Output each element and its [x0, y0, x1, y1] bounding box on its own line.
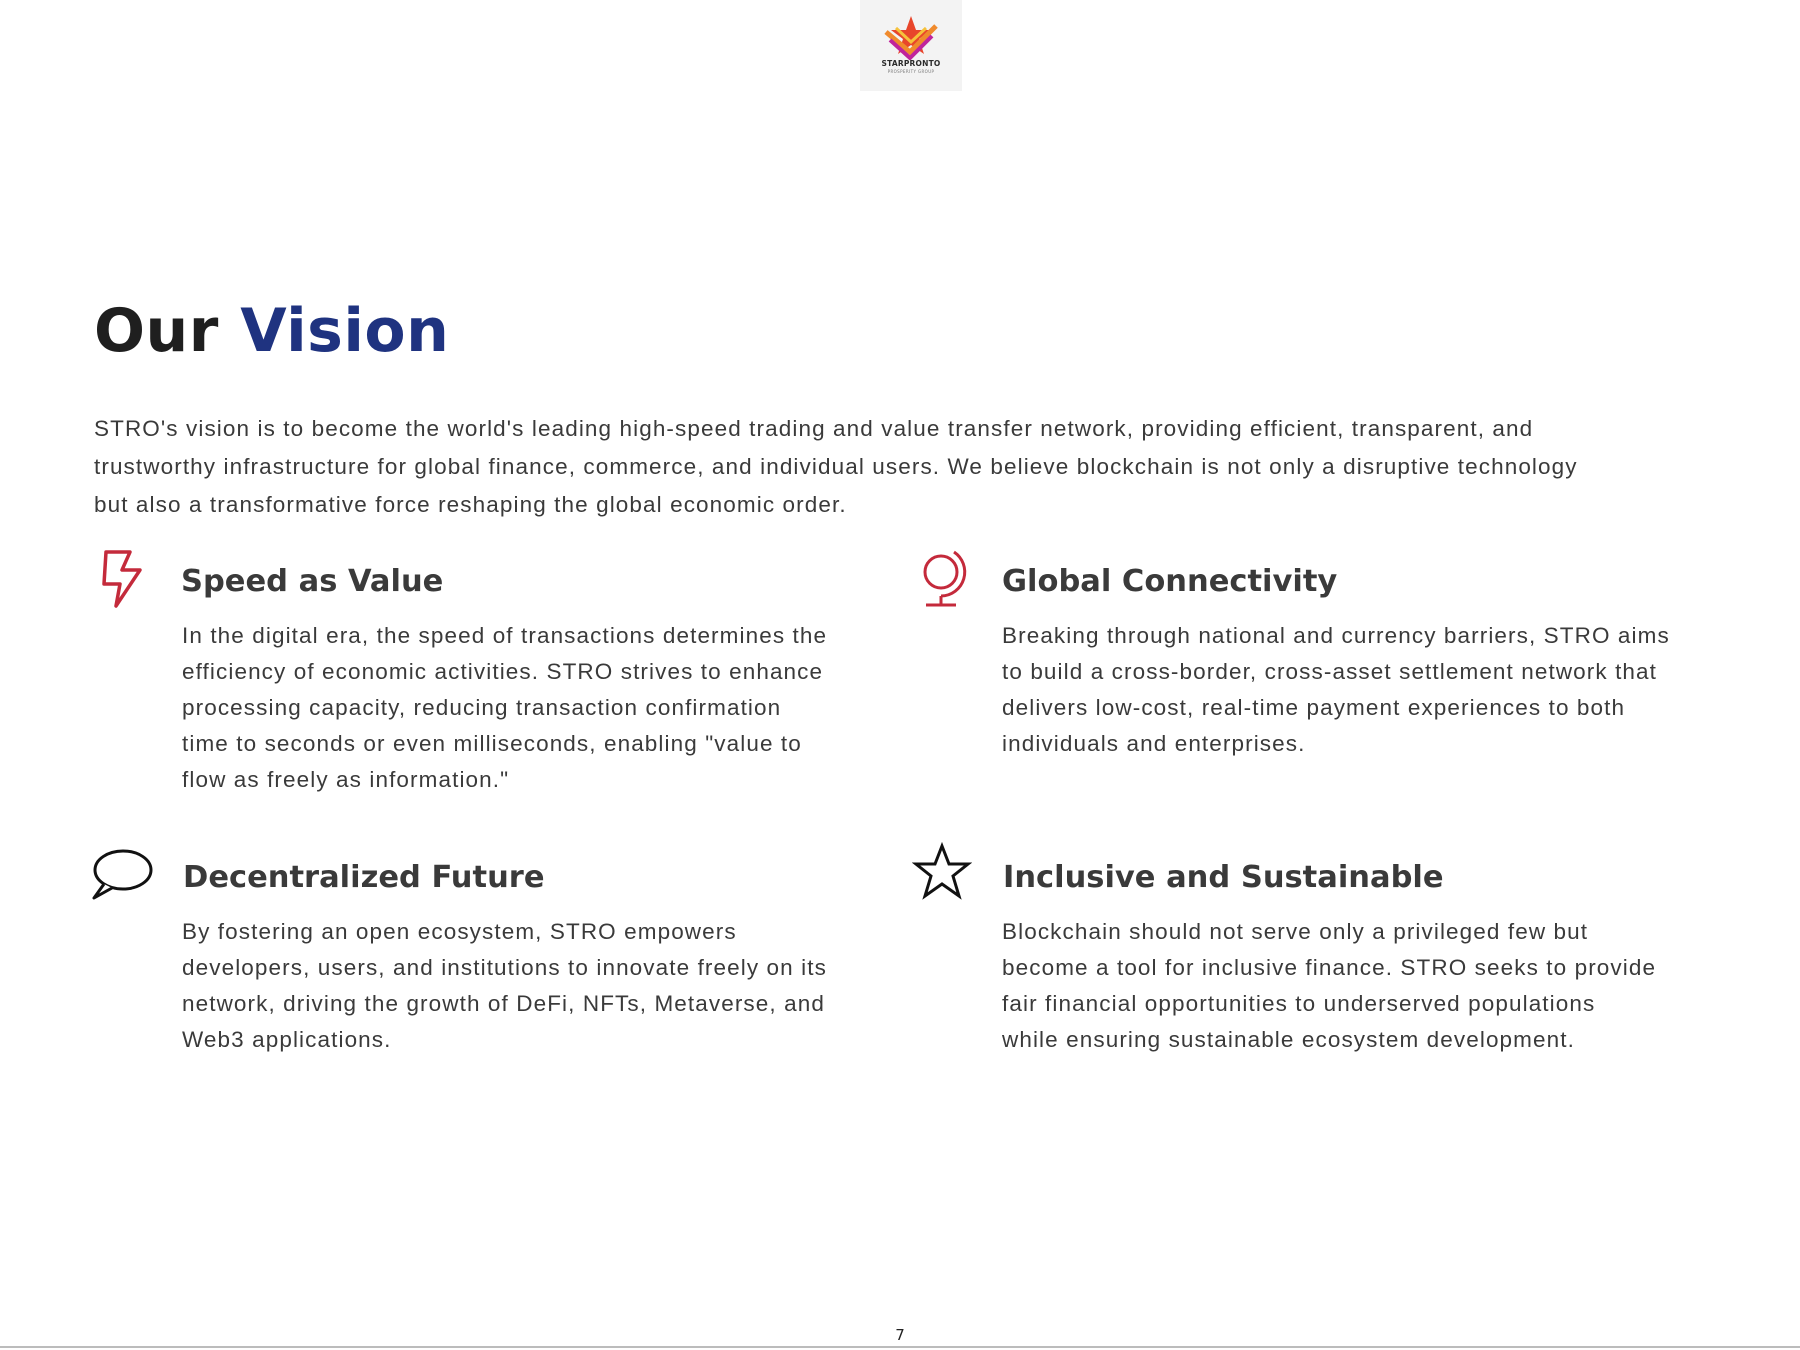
section-line: fair financial opportunities to underserved populations [1002, 991, 1596, 1016]
company-logo [860, 0, 962, 91]
section-line: Blockchain should not serve only a privileged few but [1002, 919, 1589, 944]
section-line: while ensuring sustainable ecosystem development. [1002, 1027, 1575, 1052]
section-body [182, 914, 827, 1058]
section-line: In the digital era, the speed of transactions determines the [182, 623, 828, 648]
section-line: flow as freely as information." [182, 767, 510, 792]
section-line: time to seconds or even milliseconds, enabling "value to [182, 731, 802, 756]
logo-brand-text: STARPRONTO [881, 59, 941, 68]
title-part-2: Vision [240, 296, 450, 366]
intro-line: but also a transformative force reshaping the global economic order. [94, 492, 847, 517]
star-logo-mark [880, 14, 942, 60]
intro-paragraph [94, 410, 1734, 524]
section-title: Inclusive and Sustainable [1003, 860, 1444, 895]
logo-sub-text: PROSPERITY GROUP [887, 69, 935, 74]
section-line: delivers low-cost, real-time payment experiences to both [1002, 695, 1626, 720]
page-title [94, 296, 449, 366]
page-number: 7 [895, 1326, 905, 1344]
section-line: Web3 applications. [182, 1027, 392, 1052]
globe-icon [916, 546, 970, 610]
page-bottom-divider [0, 1346, 1800, 1348]
section-body [1002, 618, 1670, 762]
star-icon [912, 842, 972, 902]
section-line: become a tool for inclusive finance. STRO seeks to provide [1002, 955, 1657, 980]
speech-bubble-icon [90, 848, 154, 902]
section-title: Decentralized Future [183, 860, 545, 895]
section-line: processing capacity, reducing transaction confirmation [182, 695, 782, 720]
section-line: individuals and enterprises. [1002, 731, 1306, 756]
intro-line: trustworthy infrastructure for global finance, commerce, and individual users. We believe blockchain is not only a disruptive technology [94, 454, 1578, 479]
section-line: developers, users, and institutions to innovate freely on its [182, 955, 827, 980]
title-part-1: Our [94, 296, 219, 366]
lightning-icon [98, 548, 148, 608]
section-title: Global Connectivity [1002, 564, 1338, 599]
section-line: efficiency of economic activities. STRO strives to enhance [182, 659, 824, 684]
section-body [182, 618, 827, 798]
section-line: to build a cross-border, cross-asset settlement network that [1002, 659, 1658, 684]
section-body [1002, 914, 1656, 1058]
section-line: Breaking through national and currency barriers, STRO aims [1002, 623, 1670, 648]
section-line: By fostering an open ecosystem, STRO empowers [182, 919, 737, 944]
intro-line: STRO's vision is to become the world's leading high-speed trading and value transfer network, providing efficient, transparent, and [94, 416, 1534, 441]
section-title: Speed as Value [181, 564, 444, 599]
section-line: network, driving the growth of DeFi, NFTs, Metaverse, and [182, 991, 825, 1016]
